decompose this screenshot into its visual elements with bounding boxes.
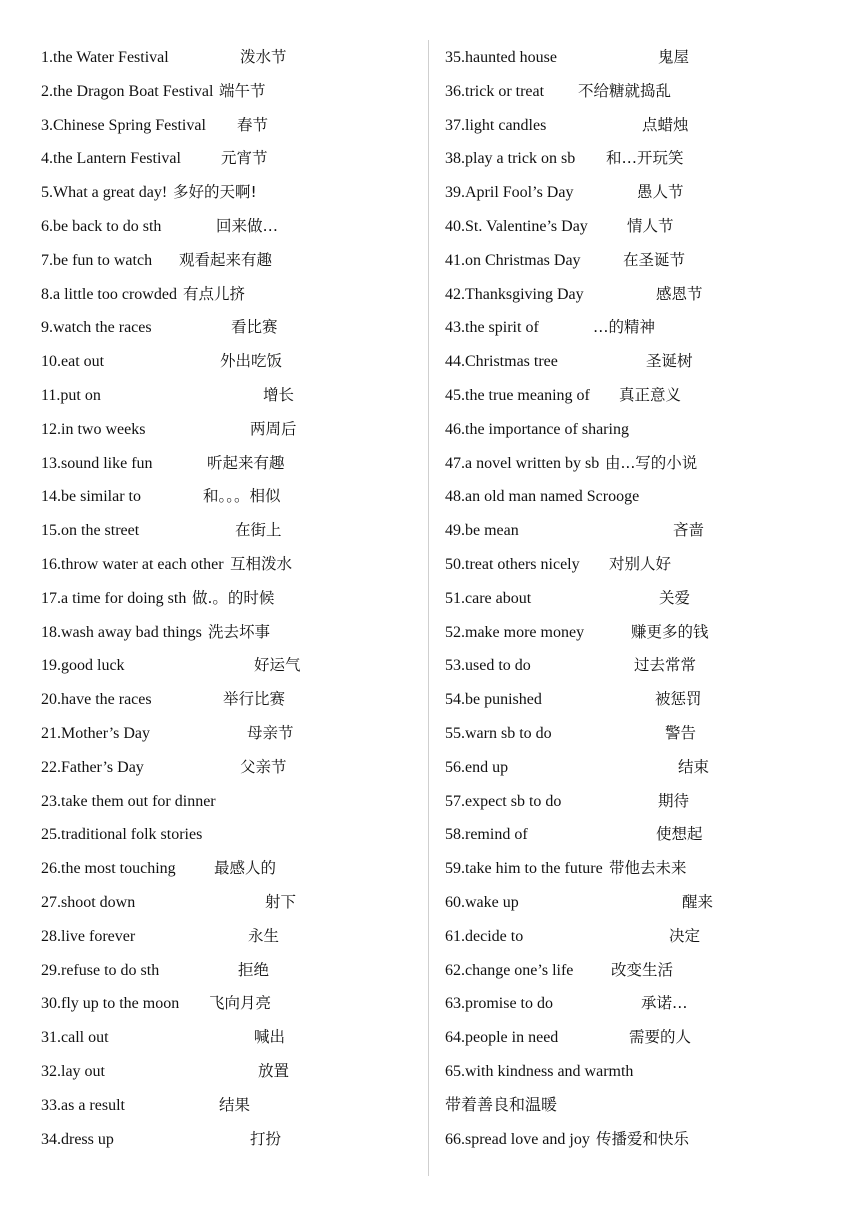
vocab-entry <box>445 480 835 514</box>
chinese-meaning: 真正意义 <box>619 385 682 404</box>
vocab-entry <box>41 345 411 379</box>
english-phrase: 49.be mean <box>445 522 519 540</box>
vocab-entry <box>445 616 835 650</box>
chinese-meaning: 由...写的小说 <box>605 453 698 472</box>
chinese-meaning: 多好的天啊! <box>173 183 257 202</box>
english-phrase: 45.the true meaning of <box>445 386 590 404</box>
chinese-meaning: 外出吃饭 <box>220 352 283 371</box>
chinese-meaning: 点蜡烛 <box>642 115 689 134</box>
chinese-meaning: 拒绝 <box>238 960 270 979</box>
vocab-entry <box>41 447 411 481</box>
english-phrase: 6.be back to do sth <box>41 217 162 235</box>
vocab-entry <box>41 1021 411 1055</box>
english-phrase: 48.an old man named Scrooge <box>445 488 640 506</box>
chinese-meaning: 回来做… <box>216 216 279 235</box>
english-phrase: 5.What a great day! <box>41 184 168 202</box>
english-phrase: 53.used to do <box>445 657 531 675</box>
vocab-entry <box>41 244 411 278</box>
left-vocabulary-column <box>41 41 411 1156</box>
english-phrase: 47.a novel written by sb <box>445 454 600 472</box>
vocab-entry <box>41 852 411 886</box>
chinese-meaning: 传播爱和快乐 <box>596 1129 690 1148</box>
english-phrase: 52.make more money <box>445 623 585 641</box>
chinese-meaning: 做.。的时候 <box>192 588 275 607</box>
vocab-entry <box>445 413 835 447</box>
chinese-meaning: 春节 <box>237 115 269 134</box>
english-phrase: 65.with kindness and warmth <box>445 1062 634 1080</box>
english-phrase: 7.be fun to watch <box>41 251 153 269</box>
vocab-entry <box>41 413 411 447</box>
english-phrase: 22.Father’s Day <box>41 758 144 776</box>
vocab-entry <box>445 210 835 244</box>
english-phrase: 61.decide to <box>445 927 524 945</box>
vocab-entry <box>445 514 835 548</box>
vocab-entry <box>41 142 411 176</box>
chinese-meaning: 被惩罚 <box>655 690 702 709</box>
vocab-entry <box>41 886 411 920</box>
chinese-meaning: 放置 <box>258 1061 290 1080</box>
vocab-entry <box>445 717 835 751</box>
english-phrase: 33.as a result <box>41 1096 125 1114</box>
vocab-entry <box>41 785 411 819</box>
vocab-entry <box>445 278 835 312</box>
chinese-meaning: 决定 <box>669 926 701 945</box>
chinese-meaning: 看比赛 <box>231 318 278 337</box>
chinese-meaning: 最感人的 <box>214 859 277 878</box>
vocab-entry <box>445 379 835 413</box>
chinese-meaning: 泼水节 <box>240 48 287 66</box>
right-vocabulary-column <box>445 41 835 1156</box>
english-phrase: 46.the importance of sharing <box>445 420 629 438</box>
english-phrase: 12.in two weeks <box>41 420 146 438</box>
chinese-meaning: 元宵节 <box>221 149 268 168</box>
english-phrase: 55.warn sb to do <box>445 724 552 742</box>
chinese-meaning: 有点儿挤 <box>183 284 246 303</box>
vocab-entry <box>41 616 411 650</box>
vocab-entry <box>445 244 835 278</box>
english-phrase: 3.Chinese Spring Festival <box>41 116 206 134</box>
english-phrase: 2.the Dragon Boat Festival <box>41 82 214 100</box>
chinese-meaning: 需要的人 <box>629 1028 692 1047</box>
chinese-meaning: 警告 <box>665 723 697 742</box>
vocab-entry <box>445 1123 835 1157</box>
chinese-meaning: 使想起 <box>656 825 703 844</box>
english-phrase: 42.Thanksgiving Day <box>445 285 584 303</box>
vocab-entry <box>445 41 835 75</box>
chinese-meaning: 听起来有趣 <box>207 453 285 472</box>
chinese-meaning: 过去常常 <box>634 656 697 675</box>
chinese-meaning: 洗去坏事 <box>208 622 271 641</box>
vocab-entry <box>445 818 835 852</box>
english-phrase: 54.be punished <box>445 691 542 709</box>
vocab-entry <box>41 379 411 413</box>
english-phrase: 20.have the races <box>41 691 152 709</box>
vocab-entry <box>41 582 411 616</box>
vocab-entry <box>41 818 411 852</box>
english-phrase: 18.wash away bad things <box>41 623 202 641</box>
english-phrase: 43.the spirit of <box>445 319 539 337</box>
chinese-meaning: 母亲节 <box>247 723 294 742</box>
english-phrase: 27.shoot down <box>41 893 136 911</box>
chinese-meaning: 互相泼水 <box>230 554 293 573</box>
english-phrase: 23.take them out for dinner <box>41 792 216 810</box>
english-phrase: 39.April Fool’s Day <box>445 184 574 202</box>
chinese-meaning: 射下 <box>265 892 297 911</box>
english-phrase: 56.end up <box>445 758 509 776</box>
english-phrase: 10.eat out <box>41 353 105 371</box>
vocab-entry <box>41 1123 411 1157</box>
chinese-meaning: 举行比赛 <box>223 690 286 709</box>
chinese-meaning: 两周后 <box>250 419 297 438</box>
vocab-entry <box>41 649 411 683</box>
chinese-meaning: 结果 <box>219 1095 251 1114</box>
english-phrase: 60.wake up <box>445 893 519 911</box>
chinese-meaning: 吝啬 <box>673 521 705 540</box>
english-phrase: 36.trick or treat <box>445 82 545 100</box>
english-phrase: 34.dress up <box>41 1130 114 1148</box>
vocab-entry <box>41 1055 411 1089</box>
vocab-entry <box>445 920 835 954</box>
vocab-entry <box>41 954 411 988</box>
chinese-meaning: 永生 <box>248 926 280 945</box>
vocab-entry <box>445 751 835 785</box>
vocab-entry <box>445 1021 835 1055</box>
chinese-meaning: 愚人节 <box>637 183 684 202</box>
vocab-entry <box>41 1089 411 1123</box>
chinese-meaning: 关爱 <box>659 588 691 607</box>
vocab-entry <box>445 785 835 819</box>
vocab-entry <box>445 109 835 143</box>
chinese-meaning: 结束 <box>678 757 710 776</box>
vocab-entry <box>445 548 835 582</box>
english-phrase: 51.care about <box>445 589 532 607</box>
chinese-meaning: 不给糖就捣乱 <box>578 81 672 100</box>
chinese-meaning: 飞向月亮 <box>209 994 272 1013</box>
english-phrase: 30.fly up to the moon <box>41 995 180 1013</box>
vocab-entry <box>445 987 835 1021</box>
chinese-meaning: 圣诞树 <box>646 352 693 371</box>
english-phrase: 13.sound like fun <box>41 454 153 472</box>
english-phrase: 1.the Water Festival <box>41 49 169 66</box>
english-phrase: 59.take him to the future <box>445 860 603 878</box>
vocab-entry <box>41 278 411 312</box>
english-phrase: 15.on the street <box>41 522 140 540</box>
vocab-entry <box>41 683 411 717</box>
chinese-meaning: 承诺… <box>641 994 688 1013</box>
english-phrase: 58.remind of <box>445 826 528 844</box>
english-phrase: 19.good luck <box>41 657 125 675</box>
chinese-meaning: 和。。。相似 <box>203 487 281 506</box>
vocab-entry <box>41 717 411 751</box>
chinese-meaning: 在圣诞节 <box>623 250 686 269</box>
chinese-meaning: 改变生活 <box>611 960 674 979</box>
chinese-meaning: 情人节 <box>627 216 674 235</box>
vocab-entry <box>445 142 835 176</box>
chinese-meaning: 和…开玩笑 <box>606 149 684 168</box>
english-phrase: 25.traditional folk stories <box>41 826 203 844</box>
vocab-entry <box>41 920 411 954</box>
chinese-meaning: 感恩节 <box>656 284 703 303</box>
english-phrase: 66.spread love and joy <box>445 1130 590 1148</box>
chinese-meaning: 父亲节 <box>240 757 287 776</box>
vocab-entry <box>41 176 411 210</box>
english-phrase: 带着善良和温暖 <box>445 1096 558 1114</box>
chinese-meaning: 带他去未来 <box>609 859 687 878</box>
english-phrase: 9.watch the races <box>41 319 152 337</box>
vocab-entry <box>445 1055 835 1089</box>
english-phrase: 63.promise to do <box>445 995 553 1013</box>
vocab-entry <box>445 582 835 616</box>
vocab-entry <box>445 447 835 481</box>
vocab-entry <box>41 41 411 75</box>
english-phrase: 31.call out <box>41 1029 109 1047</box>
vocab-entry <box>41 75 411 109</box>
vocab-entry <box>445 1089 835 1123</box>
english-phrase: 38.play a trick on sb <box>445 150 576 168</box>
english-phrase: 57.expect sb to do <box>445 792 562 810</box>
vocab-entry <box>41 987 411 1021</box>
vocab-entry <box>445 176 835 210</box>
chinese-meaning: 对别人好 <box>609 554 672 573</box>
vocab-entry <box>41 109 411 143</box>
vocab-entry <box>41 311 411 345</box>
english-phrase: 50.treat others nicely <box>445 555 580 573</box>
vocab-entry <box>445 345 835 379</box>
vocab-entry <box>445 683 835 717</box>
chinese-meaning: 期待 <box>658 791 690 810</box>
vocab-entry <box>41 751 411 785</box>
english-phrase: 14.be similar to <box>41 488 141 506</box>
english-phrase: 40.St. Valentine’s Day <box>445 217 588 235</box>
english-phrase: 29.refuse to do sth <box>41 961 160 979</box>
vocab-entry <box>445 954 835 988</box>
english-phrase: 41.on Christmas Day <box>445 251 581 269</box>
chinese-meaning: 在街上 <box>235 521 282 540</box>
chinese-meaning: 观看起来有趣 <box>179 250 273 269</box>
english-phrase: 28.live forever <box>41 927 136 945</box>
english-phrase: 21.Mother’s Day <box>41 724 151 742</box>
vocab-entry <box>445 649 835 683</box>
vocab-entry <box>41 514 411 548</box>
chinese-meaning: 喊出 <box>254 1028 286 1047</box>
vocab-entry <box>445 886 835 920</box>
english-phrase: 17.a time for doing sth <box>41 589 187 607</box>
chinese-meaning: 端午节 <box>219 81 266 100</box>
chinese-meaning: 醒来 <box>682 892 714 911</box>
english-phrase: 8.a little too crowded <box>41 285 177 303</box>
english-phrase: 44.Christmas tree <box>445 353 558 371</box>
column-divider <box>428 40 429 1176</box>
chinese-meaning: 赚更多的钱 <box>631 622 709 641</box>
vocab-entry <box>445 852 835 886</box>
english-phrase: 11.put on <box>41 386 101 404</box>
vocab-entry <box>41 548 411 582</box>
chinese-meaning: 增长 <box>263 385 295 404</box>
vocab-entry <box>41 210 411 244</box>
vocab-entry <box>41 480 411 514</box>
english-phrase: 64.people in need <box>445 1029 559 1047</box>
english-phrase: 37.light candles <box>445 116 547 134</box>
vocab-entry <box>445 75 835 109</box>
chinese-meaning: 好运气 <box>254 656 301 675</box>
vocab-entry <box>445 311 835 345</box>
chinese-meaning: 鬼屋 <box>658 48 690 66</box>
english-phrase: 4.the Lantern Festival <box>41 150 181 168</box>
chinese-meaning: …的精神 <box>593 318 656 337</box>
chinese-meaning: 打扮 <box>250 1129 282 1148</box>
english-phrase: 62.change one’s life <box>445 961 574 979</box>
english-phrase: 16.throw water at each other <box>41 555 224 573</box>
english-phrase: 26.the most touching <box>41 860 176 878</box>
english-phrase: 32.lay out <box>41 1062 105 1080</box>
english-phrase: 35.haunted house <box>445 49 557 66</box>
